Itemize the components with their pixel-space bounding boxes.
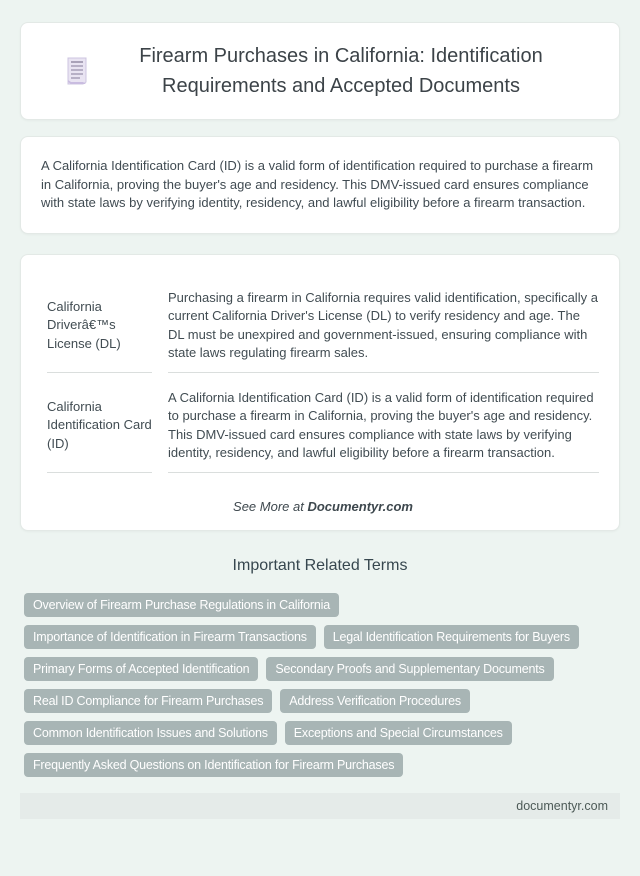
receipt-document-icon: [64, 56, 90, 86]
title-card: [20, 22, 620, 120]
see-more-site-link[interactable]: Documentyr.com: [307, 498, 413, 514]
footer-bar: [20, 793, 620, 819]
description-cell: Purchasing a firearm in California requires valid identification, specifically a current California Driver's License (DL) to verify residency and age. The DL must be unexpired and government-issued, ensuring compliance with state laws regulating firearm sales.: [168, 289, 599, 373]
footer-site-link[interactable]: documentyr.com: [516, 798, 608, 813]
related-term-tag[interactable]: Secondary Proofs and Supplementary Documents: [266, 657, 553, 681]
related-term-tag[interactable]: Frequently Asked Questions on Identification for Firearm Purchases: [24, 753, 403, 777]
related-terms-list: [24, 593, 616, 777]
related-terms-heading: Important Related Terms: [232, 556, 408, 574]
definitions-table: [47, 281, 599, 481]
related-term-tag[interactable]: Common Identification Issues and Solutions: [24, 721, 277, 745]
page-title: Firearm Purchases in California: Identification Requirements and Accepted Documents: [139, 45, 543, 97]
see-more-line: [47, 499, 599, 514]
table-row: [47, 381, 599, 481]
related-term-tag[interactable]: Overview of Firearm Purchase Regulations in California: [24, 593, 339, 617]
intro-paragraph: A California Identification Card (ID) is a valid form of identification required to purchase a firearm in California, proving the buyer's age and residency. This DMV-issued card ensures compliance with state laws by verifying identity, residency, and lawful eligibility before a firearm transaction.: [41, 158, 594, 210]
description-cell: A California Identification Card (ID) is a valid form of identification required to purchase a firearm in California, proving the buyer's age and residency. This DMV-issued card ensures compliance with state laws by verifying identity, residency, and lawful eligibility before a firearm transaction.: [168, 389, 599, 473]
table-row: [47, 281, 599, 381]
see-more-prefix: See More at: [233, 498, 308, 514]
related-term-tag[interactable]: Exceptions and Special Circumstances: [285, 721, 512, 745]
term-cell: California Driverâ€™s License (DL): [47, 289, 152, 373]
related-term-tag[interactable]: Legal Identification Requirements for Buyers: [324, 625, 579, 649]
related-term-tag[interactable]: Importance of Identification in Firearm Transactions: [24, 625, 316, 649]
related-term-tag[interactable]: Real ID Compliance for Firearm Purchases: [24, 689, 272, 713]
term-cell: California Identification Card (ID): [47, 389, 152, 473]
related-term-tag[interactable]: Primary Forms of Accepted Identification: [24, 657, 258, 681]
related-term-tag[interactable]: Address Verification Procedures: [280, 689, 470, 713]
definitions-card: [20, 254, 620, 531]
intro-card: [20, 136, 620, 234]
